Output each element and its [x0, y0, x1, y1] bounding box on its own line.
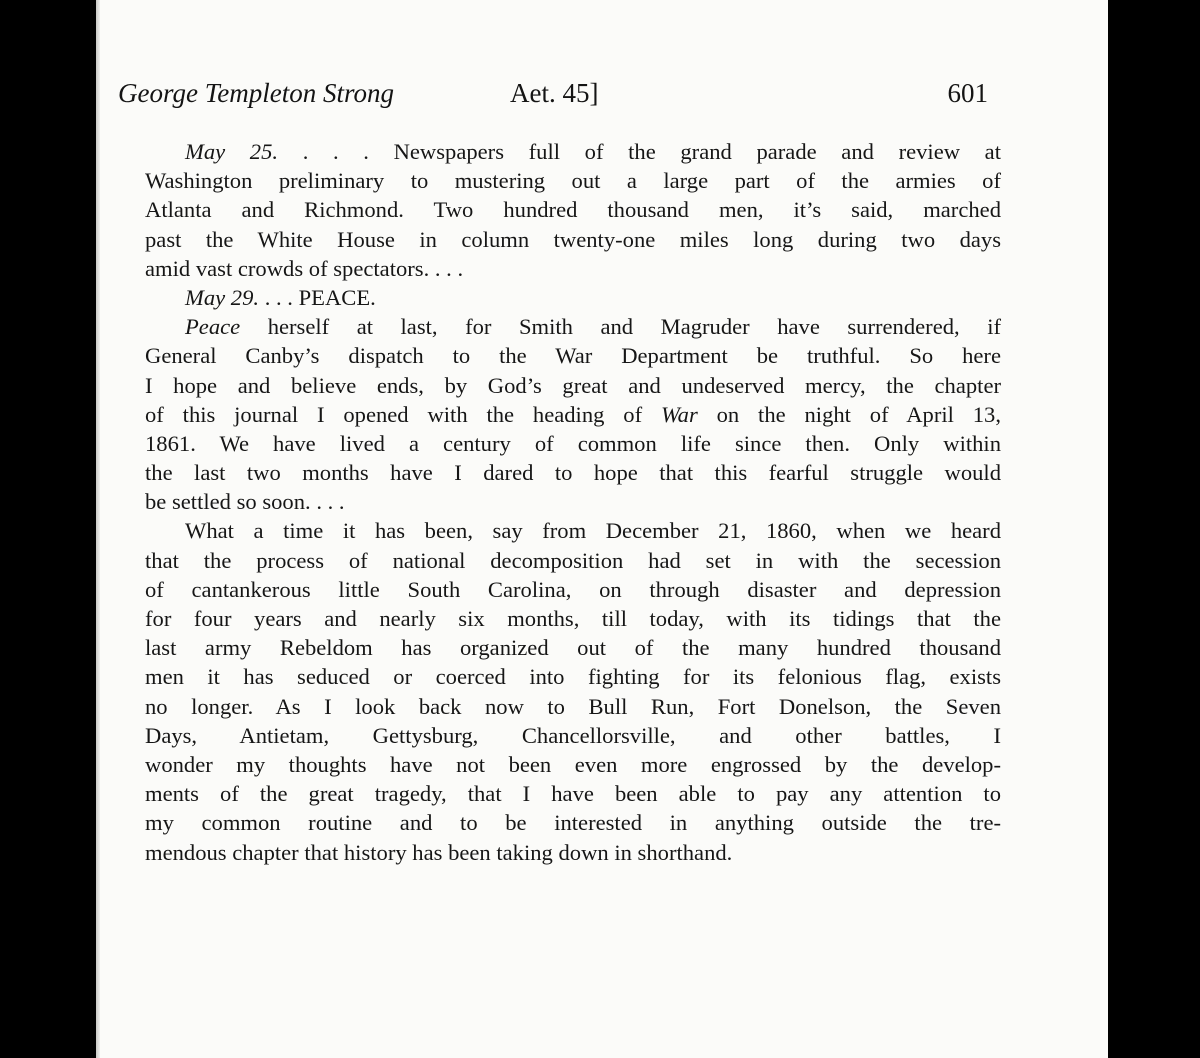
- running-head-author: George Templeton Strong: [118, 78, 394, 108]
- emphasized-word: Peace: [185, 314, 241, 340]
- text-line: my common routine and to be interested in anything outside the tre-: [145, 810, 1001, 836]
- text-line: Peace herself at last, for Smith and Magruder have surrendered, if: [185, 314, 1001, 340]
- text-line: ments of the great tragedy, that I have been able to pay any attention to: [145, 781, 1001, 807]
- text-line: past the White House in column twenty-one miles long during two days: [145, 226, 1001, 252]
- text-line: the last two months have I dared to hope that this fearful struggle would: [145, 460, 1001, 486]
- text-line: wonder my thoughts have not been even more engrossed by the develop-: [145, 751, 1001, 777]
- text-line: for four years and nearly six months, till today, with its tidings that the: [145, 606, 1001, 631]
- text-line: General Canby’s dispatch to the War Department be truthful. So here: [145, 343, 1001, 369]
- running-header: [118, 78, 988, 118]
- text-line: be settled so soon. . . .: [145, 489, 345, 515]
- text-line: Days, Antietam, Gettysburg, Chancellorsville, and other battles, I: [145, 722, 1001, 748]
- text-line: amid vast crowds of spectators. . . .: [145, 255, 464, 281]
- running-head-age: Aet. 45]: [510, 78, 599, 108]
- page-binding-edge: [96, 0, 100, 1058]
- text-line: of cantankerous little South Carolina, on through disaster and depression: [145, 576, 1001, 602]
- page-number: 601: [947, 78, 988, 108]
- text-line: What a time it has been, say from December 21, 1860, when we heard: [185, 518, 1001, 544]
- text-line: 1861. We have lived a century of common life since then. Only within: [145, 430, 1001, 456]
- entry-date: May 29.: [185, 284, 260, 310]
- text-line: Atlanta and Richmond. Two hundred thousand men, it’s said, marched: [145, 197, 1001, 223]
- journal-text: [145, 137, 1001, 867]
- text-line: last army Rebeldom has organized out of the many hundred thousand: [145, 635, 1001, 661]
- text-line: that the process of national decomposition had set in with the secession: [145, 547, 1001, 573]
- text-line: May 29. . . . PEACE.: [185, 284, 376, 310]
- text-line: men it has seduced or coerced into fighting for its felonious flag, exists: [145, 664, 1001, 690]
- text-line: no longer. As I look back now to Bull Run, Fort Donelson, the Seven: [145, 693, 1001, 719]
- entry-date: May 25.: [185, 139, 279, 164]
- text-line: May 25. . . . Newspapers full of the grand parade and review at: [185, 139, 1001, 164]
- text-line: I hope and believe ends, by God’s great and undeserved mercy, the chapter: [145, 372, 1001, 398]
- book-page: [96, 0, 1108, 1058]
- text-line: Washington preliminary to mustering out a large part of the armies of: [145, 168, 1001, 194]
- emphasized-word: War: [660, 401, 698, 427]
- text-line: of this journal I opened with the heading of War on the night of April 13,: [145, 401, 1001, 427]
- text-line: mendous chapter that history has been taking down in shorthand.: [145, 839, 733, 865]
